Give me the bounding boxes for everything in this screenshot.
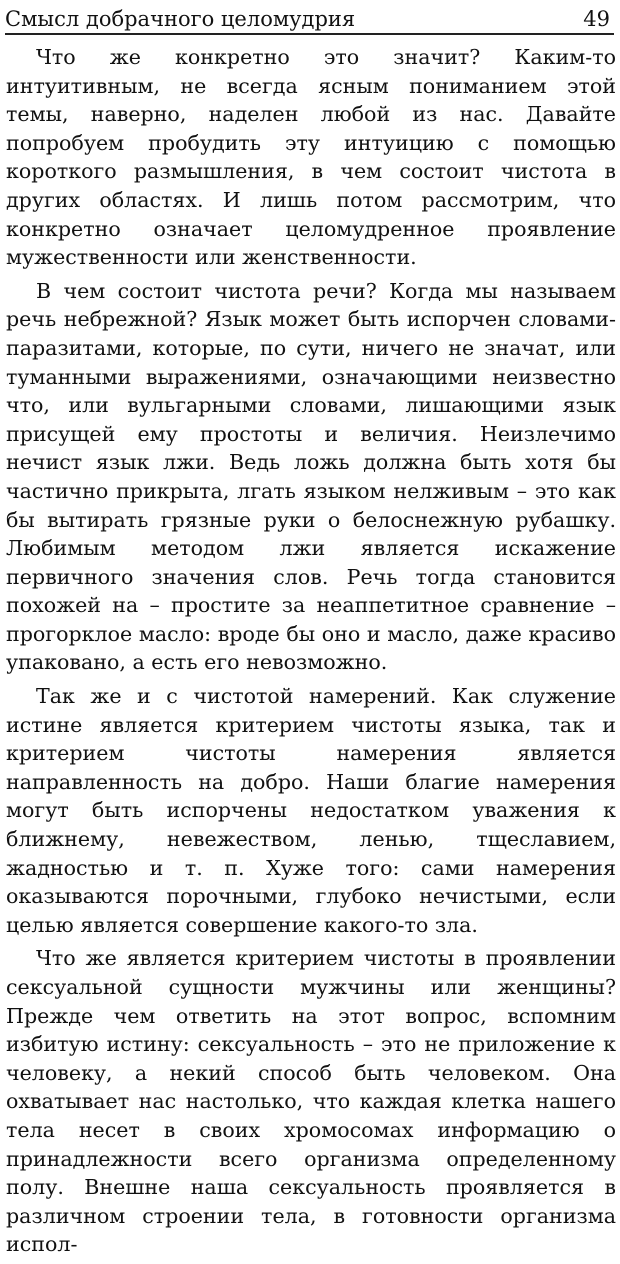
running-head bbox=[5, 2, 614, 35]
paragraph: Что же конкретно это значит? Каким-то интуитивным, не всегда ясным пониманием этой темы, наверно, наделен любой из нас. Давайте попробуем пробудить эту интуицию с помощью короткого размышления, в чем состоит чистота в других областях. И лишь потом рассмотрим, что конкретно означает целомудренное проявление мужественности или женственности. bbox=[6, 45, 616, 270]
body-text bbox=[6, 43, 616, 1264]
page-number: 49 bbox=[583, 7, 610, 31]
running-title: Смысл добрачного целомудрия bbox=[5, 7, 356, 31]
paragraph: В чем состоит чистота речи? Когда мы называем речь небрежной? Язык может быть испорчен словами-паразитами, которые, по сути, ничего не значат, или туманными выражениями, означающими неизвестно что, или вульгарными словами, лишающими язык присущей ему простоты и величия. Неизлечимо нечист язык лжи. Ведь ложь должна быть хотя бы частично прикрыта, лгать языком нелживым – это как бы вытирать грязные руки о белоснежную рубашку. Любимым методом лжи является искажение первичного значения слов. Речь тогда становится похожей на – простите за неаппетитное сравнение – прогорклое масло: вроде бы оно и масло, даже красиво упаковано, а есть его невозможно. bbox=[6, 278, 616, 675]
paragraph: Что же является критерием чистоты в проявлении сексуальной сущности мужчины или женщины? Прежде чем ответить на этот вопрос, вспомним избитую истину: сексуальность – это не приложение к человеку, а некий способ быть человеком. Она охватывает нас настолько, что каждая клетка нашего тела несет в своих хромосомах информацию о принадлежности всего организма определенному полу. Внешне наша сексуальность проявляется в различном строении тела, в готовности организма испол- bbox=[6, 946, 616, 1257]
paragraph: Так же и с чистотой намерений. Как служение истине является критерием чистоты языка, так и критерием чистоты намерения является направленность на добро. Наши благие намерения могут быть испорчены недостатком уважения к ближнему, невежеством, ленью, тщеславием, жадностью и т. п. Хуже того: сами намерения оказываются порочными, глубоко нечистыми, если целью является совершение какого-то зла. bbox=[6, 684, 616, 937]
